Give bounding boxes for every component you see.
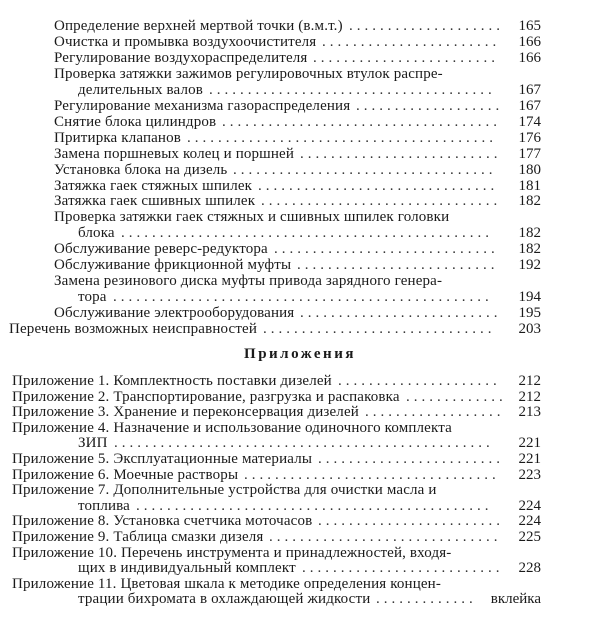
dot-leader: .................... — [349, 18, 504, 34]
dot-leader: ............................. — [274, 241, 499, 258]
appendix-entry-title: трации бихромата в охлаждающей жидкости — [78, 591, 371, 608]
appendix-entry-title: Приложение 5. Эксплуатационные материалы — [12, 451, 313, 467]
appendix-entry — [12, 389, 541, 405]
appendix-heading: Приложения — [244, 346, 356, 362]
dot-leader: ........................ — [318, 513, 504, 530]
appendix-entry-title: Приложение 2. Транспортирование, разгрузка и распаковка — [12, 388, 400, 405]
appendix-entry — [12, 404, 541, 420]
toc-entry-title: Замена резинового диска муфты привода зарядного генера- — [54, 273, 443, 290]
dot-leader: .............................................. — [136, 497, 493, 514]
toc-entry-title: Затяжка гаек сшивных шпилек — [54, 193, 256, 210]
toc-entry — [54, 18, 541, 34]
toc-entry — [78, 82, 541, 98]
toc-entry-title: Определение верхней мертвой точки (в.м.т.) — [54, 18, 343, 34]
toc-entry-title: Перечень возможных неисправностей — [9, 321, 258, 338]
toc-entry-title: блока — [78, 225, 115, 242]
toc-page-number: 174 — [518, 113, 541, 130]
appendix-entry — [12, 420, 541, 436]
toc-entry — [54, 66, 541, 82]
dot-leader: .......................... — [300, 305, 502, 322]
appendix-page-number: вклейка — [490, 591, 541, 608]
appendix-page-number: 221 — [518, 451, 541, 467]
toc-page-number: 182 — [518, 241, 541, 258]
appendix-entry — [12, 373, 541, 389]
toc-page-number: 167 — [518, 81, 541, 98]
appendix-entry — [78, 498, 541, 514]
appendix-page-number: 213 — [518, 404, 541, 421]
toc-entry-title: Притирка клапанов — [54, 129, 181, 146]
appendix-entry — [12, 482, 541, 498]
toc-page-number: 176 — [518, 129, 541, 146]
toc-page-number: 166 — [518, 33, 541, 50]
appendix-entry — [12, 529, 541, 545]
toc-entry — [78, 289, 541, 305]
appendix-entry-title: Приложение 3. Хранение и переконсервация дизелей — [12, 404, 359, 421]
appendix-page-number: 225 — [518, 529, 541, 545]
toc-page-number: 165 — [518, 18, 541, 34]
toc-entry-title: тора — [78, 289, 107, 306]
appendix-entry — [78, 435, 541, 451]
toc-entry-title: Обслуживание фрикционной муфты — [54, 257, 292, 274]
toc-entry-title: Обслуживание электрооборудования — [54, 305, 295, 322]
toc-entry-title: Затяжка гаек стяжных шпилек — [54, 177, 253, 194]
dot-leader: .............................. — [263, 321, 496, 338]
toc-entry — [54, 98, 541, 114]
dot-leader: .................. — [365, 404, 505, 421]
appendix-page-number: 212 — [518, 388, 541, 405]
toc-entry — [54, 209, 541, 225]
toc-entry-title: Регулирование воздухораспределителя — [54, 49, 308, 66]
appendix-entry-title: щих в индивидуальный комплект — [78, 560, 296, 577]
toc-entry-title: Установка блока на дизель — [54, 161, 228, 178]
toc-entry — [54, 257, 541, 273]
toc-entry — [54, 130, 541, 146]
toc-entry-title: Замена поршневых колец и поршней — [54, 145, 295, 162]
dot-leader: ..................... — [338, 373, 501, 389]
dot-leader: .............................. — [269, 529, 502, 545]
appendix-page-number: 228 — [518, 560, 541, 577]
appendix-entry-title: Приложение 8. Установка счетчика моточасов — [12, 513, 313, 530]
dot-leader: ................................................ — [121, 225, 493, 242]
appendix-entry-title: Приложение 11. Цветовая шкала к методике определения концен- — [12, 575, 442, 592]
dot-leader: .......................... — [297, 257, 499, 274]
toc-entry — [54, 146, 541, 162]
toc-entry-title: Очистка и промывка воздухоочистителя — [54, 33, 317, 50]
appendix-entry — [78, 591, 541, 607]
appendix-entry-title: Приложение 7. Дополнительные устройства для очистки масла и — [12, 482, 437, 499]
toc-page-number: 195 — [518, 305, 541, 322]
appendix-entry — [12, 451, 541, 467]
appendix-entry-title: Приложение 9. Таблица смазки дизеля — [12, 529, 264, 545]
appendix-entry-title: Приложение 4. Назначение и использование одиночного комплекта — [12, 419, 452, 436]
toc-entry-title: Обслуживание реверс-редуктора — [54, 241, 268, 258]
appendix-page-number: 212 — [518, 373, 541, 389]
appendix-entry-title: Приложение 1. Комплектность поставки дизелей — [12, 373, 332, 389]
appendix-entry-title: Приложение 6. Моечные растворы — [12, 466, 239, 483]
toc-page-number: 166 — [518, 49, 541, 66]
appendix-entry — [12, 467, 541, 483]
appendix-entry-title: Приложение 10. Перечень инструмента и принадлежностей, входя- — [12, 544, 452, 561]
toc-entry — [78, 225, 541, 241]
toc-page-number: 182 — [518, 193, 541, 210]
toc-entry — [54, 162, 541, 178]
dot-leader: ................... — [356, 97, 504, 114]
dot-leader: ............. — [376, 591, 477, 608]
toc-entry — [9, 321, 541, 337]
dot-leader: ........................ — [318, 451, 504, 467]
toc-entry-title: делительных валов — [78, 81, 203, 98]
dot-leader: .................................. — [233, 161, 497, 178]
toc-entry-title: Проверка затяжки гаек стяжных и сшивных шпилек головки — [54, 209, 450, 226]
dot-leader: ................................................. — [113, 289, 493, 306]
toc-entry — [54, 114, 541, 130]
appendix-entry — [12, 513, 541, 529]
toc-page-number: 182 — [518, 225, 541, 242]
appendix-entry-title: топлива — [78, 497, 130, 514]
appendix-page-number: 224 — [518, 497, 541, 514]
toc-page-number: 181 — [518, 177, 541, 194]
dot-leader: ....................... — [322, 33, 501, 50]
toc-page-number: 192 — [518, 257, 541, 274]
appendix-entry — [12, 576, 541, 592]
dot-leader: ............. — [406, 388, 507, 405]
dot-leader: .......................... — [300, 145, 502, 162]
toc-entry-title: Регулирование механизма газораспределения — [54, 97, 351, 114]
toc-entry — [54, 50, 541, 66]
dot-leader: ............................... — [258, 177, 499, 194]
appendix-entry — [12, 545, 541, 561]
dot-leader: .......................... — [302, 560, 504, 577]
dot-leader: ........................ — [313, 49, 499, 66]
toc-entry — [54, 305, 541, 321]
dot-leader: .................................... — [222, 113, 501, 130]
dot-leader: ................................................. — [114, 435, 494, 452]
dot-leader: ............................... — [261, 193, 502, 210]
appendix-page-number: 224 — [518, 513, 541, 530]
toc-entry — [54, 178, 541, 194]
appendix-entry-title: ЗИП — [78, 435, 108, 452]
toc-page-number: 180 — [518, 161, 541, 178]
toc-page-number: 194 — [518, 289, 541, 306]
appendix-entry — [78, 560, 541, 576]
toc-entry — [54, 241, 541, 257]
toc-entry — [54, 34, 541, 50]
toc-page-number: 177 — [518, 145, 541, 162]
dot-leader: ................................. — [244, 466, 500, 483]
dot-leader: ........................................ — [187, 129, 497, 146]
toc-entry-title: Проверка затяжки зажимов регулировочных втулок распре- — [54, 65, 443, 82]
toc-entry-title: Снятие блока цилиндров — [54, 113, 217, 130]
toc-page-number: 167 — [518, 97, 541, 114]
appendix-page-number: 223 — [518, 466, 541, 483]
dot-leader: ..................................... — [209, 81, 496, 98]
toc-entry — [54, 273, 541, 289]
toc-page-number: 203 — [518, 321, 541, 338]
appendix-page-number: 221 — [518, 435, 541, 452]
toc-entry — [54, 193, 541, 209]
